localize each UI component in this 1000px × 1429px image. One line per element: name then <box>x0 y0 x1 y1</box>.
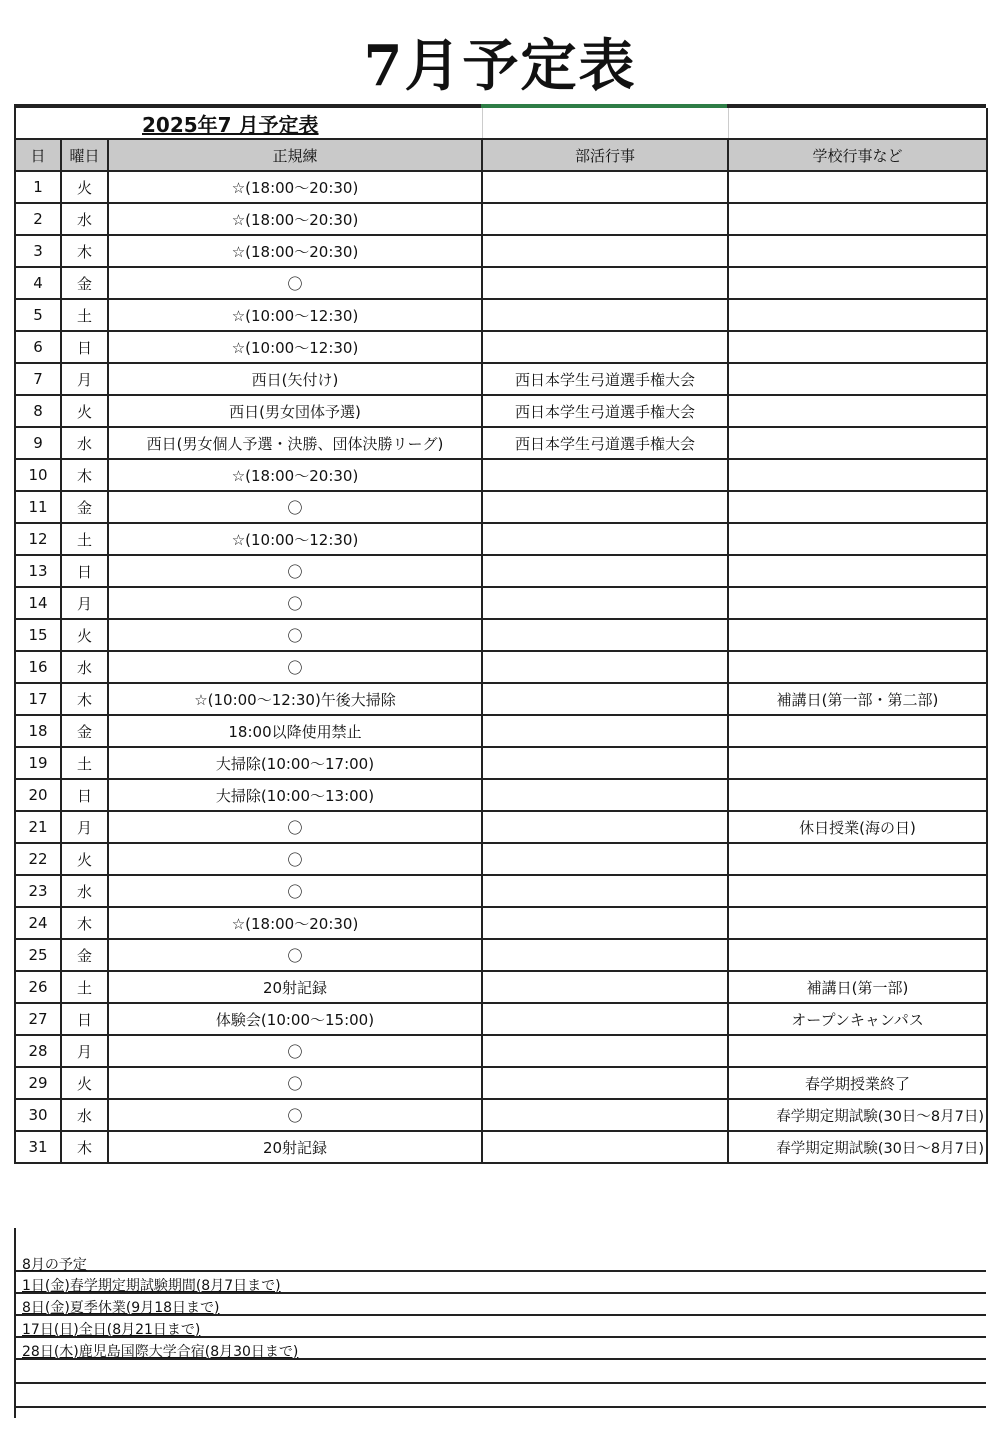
school-event-cell <box>728 651 987 683</box>
practice-cell: 〇 <box>108 651 482 683</box>
day-cell: 11 <box>15 491 61 523</box>
practice-cell: 西日(矢付け) <box>108 363 482 395</box>
practice-cell: 〇 <box>108 267 482 299</box>
weekday-cell: 木 <box>61 683 108 715</box>
practice-cell: ☆(10:00～12:30)午後大掃除 <box>108 683 482 715</box>
august-section <box>14 1228 986 1418</box>
day-cell: 3 <box>15 235 61 267</box>
weekday-cell: 水 <box>61 875 108 907</box>
table-row <box>15 491 987 523</box>
table-row <box>15 907 987 939</box>
club-event-cell <box>482 171 728 203</box>
club-event-cell <box>482 1035 728 1067</box>
club-event-cell <box>482 715 728 747</box>
school-event-cell <box>728 619 987 651</box>
school-event-cell <box>728 395 987 427</box>
day-cell: 24 <box>15 907 61 939</box>
day-cell: 25 <box>15 939 61 971</box>
august-blank-line <box>14 1364 986 1384</box>
practice-cell: 〇 <box>108 587 482 619</box>
day-cell: 8 <box>15 395 61 427</box>
table-row <box>15 299 987 331</box>
club-event-cell <box>482 1003 728 1035</box>
day-cell: 16 <box>15 651 61 683</box>
day-cell: 12 <box>15 523 61 555</box>
table-row <box>15 235 987 267</box>
day-cell: 1 <box>15 171 61 203</box>
table-row <box>15 331 987 363</box>
weekday-cell: 火 <box>61 395 108 427</box>
caption-blank-cell <box>728 108 987 139</box>
sheet-caption: 2025年7 月予定表 <box>15 108 482 139</box>
practice-cell: 〇 <box>108 619 482 651</box>
school-event-cell: 春学期授業終了 <box>728 1067 987 1099</box>
august-item: 28日(木)鹿児島国際大学合宿(8月30日まで) <box>14 1340 986 1360</box>
club-event-cell <box>482 587 728 619</box>
weekday-cell: 月 <box>61 363 108 395</box>
day-cell: 28 <box>15 1035 61 1067</box>
table-row <box>15 811 987 843</box>
weekday-cell: 木 <box>61 907 108 939</box>
practice-cell: ☆(10:00～12:30) <box>108 299 482 331</box>
header-practice: 正規練 <box>108 139 482 171</box>
schedule-table <box>14 108 988 1164</box>
school-event-cell <box>728 523 987 555</box>
club-event-cell <box>482 267 728 299</box>
table-row <box>15 683 987 715</box>
school-event-cell <box>728 299 987 331</box>
day-cell: 4 <box>15 267 61 299</box>
practice-cell: 20射記録 <box>108 1131 482 1163</box>
club-event-cell <box>482 779 728 811</box>
club-event-cell <box>482 523 728 555</box>
day-cell: 29 <box>15 1067 61 1099</box>
weekday-cell: 木 <box>61 459 108 491</box>
day-cell: 20 <box>15 779 61 811</box>
practice-cell: 18:00以降使用禁止 <box>108 715 482 747</box>
club-event-cell <box>482 811 728 843</box>
school-event-cell: オープンキャンパス <box>728 1003 987 1035</box>
table-row <box>15 363 987 395</box>
table-row <box>15 395 987 427</box>
day-cell: 18 <box>15 715 61 747</box>
club-event-cell <box>482 907 728 939</box>
club-event-cell <box>482 491 728 523</box>
header-school-events: 学校行事など <box>728 139 987 171</box>
school-event-cell <box>728 555 987 587</box>
club-event-cell <box>482 843 728 875</box>
table-row <box>15 843 987 875</box>
table-row <box>15 203 987 235</box>
practice-cell: 〇 <box>108 811 482 843</box>
club-event-cell <box>482 747 728 779</box>
day-cell: 22 <box>15 843 61 875</box>
school-event-cell <box>728 715 987 747</box>
weekday-cell: 木 <box>61 1131 108 1163</box>
school-event-cell <box>728 331 987 363</box>
table-row <box>15 171 987 203</box>
club-event-cell <box>482 939 728 971</box>
weekday-cell: 土 <box>61 523 108 555</box>
club-event-cell: 西日本学生弓道選手権大会 <box>482 427 728 459</box>
school-event-cell <box>728 235 987 267</box>
weekday-cell: 金 <box>61 715 108 747</box>
club-event-cell <box>482 459 728 491</box>
weekday-cell: 金 <box>61 267 108 299</box>
practice-cell: 〇 <box>108 1035 482 1067</box>
school-event-cell <box>728 1035 987 1067</box>
weekday-cell: 火 <box>61 171 108 203</box>
club-event-cell <box>482 1131 728 1163</box>
school-event-cell <box>728 459 987 491</box>
school-event-cell <box>728 875 987 907</box>
practice-cell: 20射記録 <box>108 971 482 1003</box>
day-cell: 2 <box>15 203 61 235</box>
weekday-cell: 土 <box>61 971 108 1003</box>
weekday-cell: 金 <box>61 939 108 971</box>
table-row <box>15 875 987 907</box>
day-cell: 13 <box>15 555 61 587</box>
practice-cell: 〇 <box>108 939 482 971</box>
practice-cell: 〇 <box>108 843 482 875</box>
school-event-cell <box>728 747 987 779</box>
club-event-cell <box>482 875 728 907</box>
club-event-cell <box>482 299 728 331</box>
table-row <box>15 619 987 651</box>
weekday-cell: 日 <box>61 1003 108 1035</box>
club-event-cell <box>482 235 728 267</box>
school-event-cell: 補講日(第一部・第二部) <box>728 683 987 715</box>
table-row <box>15 715 987 747</box>
weekday-cell: 月 <box>61 1035 108 1067</box>
practice-cell: ☆(18:00～20:30) <box>108 459 482 491</box>
table-row <box>15 651 987 683</box>
practice-cell: ☆(18:00～20:30) <box>108 171 482 203</box>
weekday-cell: 月 <box>61 587 108 619</box>
practice-cell: 〇 <box>108 1099 482 1131</box>
table-row <box>15 1099 987 1131</box>
weekday-cell: 水 <box>61 1099 108 1131</box>
table-row <box>15 971 987 1003</box>
weekday-cell: 火 <box>61 1067 108 1099</box>
school-event-cell: 春学期定期試験(30日～8月7日) <box>728 1099 987 1131</box>
school-event-cell <box>728 939 987 971</box>
school-event-cell <box>728 171 987 203</box>
weekday-cell: 日 <box>61 555 108 587</box>
weekday-cell: 土 <box>61 299 108 331</box>
practice-cell: ☆(18:00～20:30) <box>108 203 482 235</box>
club-event-cell <box>482 683 728 715</box>
weekday-cell: 金 <box>61 491 108 523</box>
club-event-cell <box>482 651 728 683</box>
practice-cell: 〇 <box>108 491 482 523</box>
school-event-cell <box>728 363 987 395</box>
practice-cell: 大掃除(10:00～13:00) <box>108 779 482 811</box>
school-event-cell <box>728 203 987 235</box>
table-row <box>15 1003 987 1035</box>
practice-cell: ☆(18:00～20:30) <box>108 235 482 267</box>
club-event-cell <box>482 971 728 1003</box>
weekday-cell: 木 <box>61 235 108 267</box>
club-event-cell: 西日本学生弓道選手権大会 <box>482 363 728 395</box>
table-row <box>15 779 987 811</box>
practice-cell: ☆(18:00～20:30) <box>108 907 482 939</box>
school-event-cell <box>728 267 987 299</box>
header-row <box>15 139 987 171</box>
day-cell: 9 <box>15 427 61 459</box>
weekday-cell: 土 <box>61 747 108 779</box>
weekday-cell: 火 <box>61 619 108 651</box>
table-row <box>15 1035 987 1067</box>
school-event-cell <box>728 491 987 523</box>
day-cell: 14 <box>15 587 61 619</box>
day-cell: 19 <box>15 747 61 779</box>
practice-cell: 西日(男女団体予選) <box>108 395 482 427</box>
day-cell: 21 <box>15 811 61 843</box>
day-cell: 30 <box>15 1099 61 1131</box>
page-title: 7月予定表 <box>363 33 637 99</box>
weekday-cell: 水 <box>61 427 108 459</box>
weekday-cell: 月 <box>61 811 108 843</box>
club-event-cell <box>482 331 728 363</box>
practice-cell: ☆(10:00～12:30) <box>108 331 482 363</box>
weekday-cell: 水 <box>61 651 108 683</box>
school-event-cell <box>728 587 987 619</box>
club-event-cell <box>482 619 728 651</box>
practice-cell: 西日(男女個人予選・決勝、団体決勝リーグ) <box>108 427 482 459</box>
practice-cell: 体験会(10:00～15:00) <box>108 1003 482 1035</box>
day-cell: 6 <box>15 331 61 363</box>
practice-cell: 大掃除(10:00～17:00) <box>108 747 482 779</box>
club-event-cell <box>482 203 728 235</box>
weekday-cell: 水 <box>61 203 108 235</box>
weekday-cell: 日 <box>61 779 108 811</box>
table-row <box>15 267 987 299</box>
table-row <box>15 555 987 587</box>
table-row <box>15 1067 987 1099</box>
august-item: 8日(金)夏季休業(9月18日まで) <box>14 1296 986 1316</box>
header-day: 日 <box>15 139 61 171</box>
caption-blank-cell <box>482 108 728 139</box>
club-event-cell <box>482 1067 728 1099</box>
table-row <box>15 747 987 779</box>
day-cell: 23 <box>15 875 61 907</box>
day-cell: 31 <box>15 1131 61 1163</box>
day-cell: 5 <box>15 299 61 331</box>
table-row <box>15 939 987 971</box>
school-event-cell <box>728 427 987 459</box>
practice-cell: 〇 <box>108 875 482 907</box>
weekday-cell: 火 <box>61 843 108 875</box>
august-heading: 8月の予定 <box>14 1250 986 1272</box>
header-club-events: 部活行事 <box>482 139 728 171</box>
day-cell: 26 <box>15 971 61 1003</box>
day-cell: 10 <box>15 459 61 491</box>
caption-row <box>15 108 987 139</box>
practice-cell: 〇 <box>108 555 482 587</box>
practice-cell: ☆(10:00～12:30) <box>108 523 482 555</box>
day-cell: 7 <box>15 363 61 395</box>
school-event-cell <box>728 843 987 875</box>
august-blank-line <box>14 1388 986 1408</box>
school-event-cell: 休日授業(海の日) <box>728 811 987 843</box>
club-event-cell <box>482 555 728 587</box>
day-cell: 17 <box>15 683 61 715</box>
club-event-cell: 西日本学生弓道選手権大会 <box>482 395 728 427</box>
header-weekday: 曜日 <box>61 139 108 171</box>
practice-cell: 〇 <box>108 1067 482 1099</box>
day-cell: 27 <box>15 1003 61 1035</box>
august-item: 1日(金)春学期定期試験期間(8月7日まで) <box>14 1274 986 1294</box>
weekday-cell: 日 <box>61 331 108 363</box>
august-item: 17日(日)全日(8月21日まで) <box>14 1318 986 1338</box>
table-row <box>15 459 987 491</box>
table-row <box>15 523 987 555</box>
club-event-cell <box>482 1099 728 1131</box>
school-event-cell <box>728 907 987 939</box>
table-row <box>15 427 987 459</box>
table-row <box>15 1131 987 1163</box>
school-event-cell: 補講日(第一部) <box>728 971 987 1003</box>
school-event-cell <box>728 779 987 811</box>
day-cell: 15 <box>15 619 61 651</box>
school-event-cell: 春学期定期試験(30日～8月7日) <box>728 1131 987 1163</box>
table-row <box>15 587 987 619</box>
